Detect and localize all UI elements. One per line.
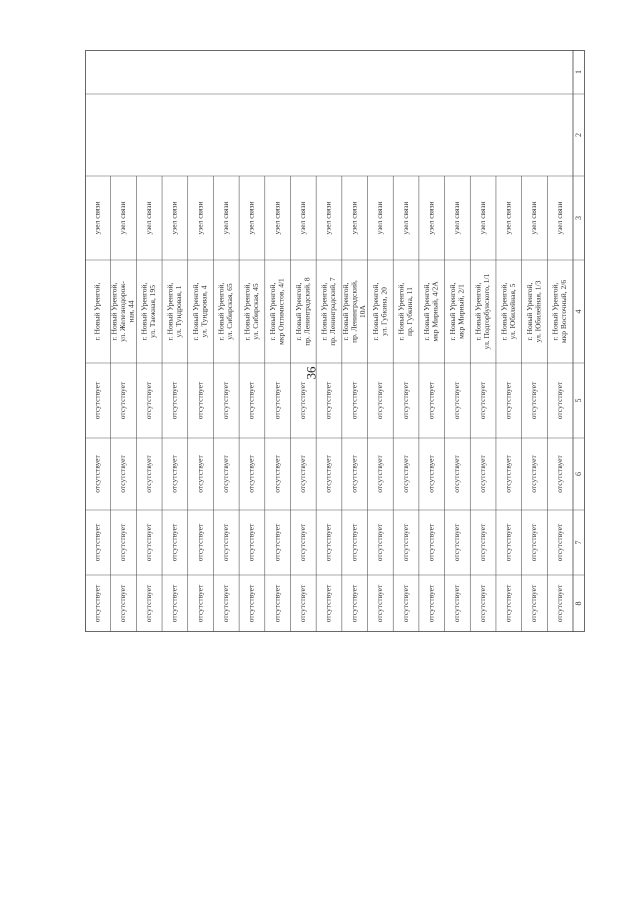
cell-address: г. Новый Уренгой, [268,282,278,341]
cell-address: г. Новый Уренгой, [422,282,432,341]
cell-type: узел связи [349,201,359,235]
cell-address: 10А [357,305,367,318]
cell-col8: отсутствует [323,584,333,623]
cell-col8: отсутствует [195,584,205,623]
cell-address: г. Новый Уренгой, [447,282,457,341]
cell-col5: отсутствует [554,381,564,420]
cell-col7: отсутствует [118,523,128,562]
cell-col6: отсутствует [246,455,256,493]
cell-address: ул. Сибирская, 65 [225,283,235,340]
cell-col5: отсутствует [169,381,179,420]
cell-type: узел связи [143,201,153,235]
cell-address: ная, 44 [126,300,136,323]
table-svg [85,50,585,632]
cell-address: ул. Подгорбунского, 1/1 [482,273,492,350]
cell-col5: отсутствует [477,381,487,420]
cell-col8: отсутствует [452,584,462,623]
cell-type: узел связи [220,201,230,235]
column-number: 7 [573,540,583,545]
cell-col5: отсутствует [323,381,333,420]
cell-type: узел связи [503,201,513,235]
cell-col5: отсутствует [452,381,462,420]
cell-address: ул. Таежная, 195 [148,285,158,338]
cell-col5: отсутствует [298,381,308,420]
cell-address: г. Новый Уренгой, [396,282,406,341]
cell-col6: отсутствует [195,455,205,493]
cell-col6: отсутствует [220,455,230,493]
cell-col8: отсутствует [503,584,513,623]
cell-col8: отсутствует [220,584,230,623]
cell-address: г. Новый Уренгой, [139,282,149,341]
cell-col8: отсутствует [143,584,153,623]
cell-type: узел связи [400,201,410,235]
cell-address: пр. Ленинградский, 8 [302,277,312,346]
cell-col5: отсутствует [272,381,282,420]
column-number: 6 [573,472,583,476]
cell-col6: отсутствует [169,455,179,493]
cell-address: г. Новый Уренгой, [216,282,226,341]
cell-col6: отсутствует [452,455,462,493]
cell-col7: отсутствует [323,523,333,562]
cell-col5: отсутствует [92,381,102,420]
cell-address: мкр Оптимистов, 4/1 [276,278,286,345]
cell-address: ул. Юбилейная, 1/3 [533,280,543,343]
cell-address: ул. Тундровая, 1 [173,285,183,338]
cell-address: г. Новый Уренгой, [191,282,201,341]
cell-col5: отсутствует [375,381,385,420]
cell-col5: отсутствует [349,381,359,420]
cell-col7: отсутствует [503,523,513,562]
cell-address: г. Новый Уренгой, [92,282,102,341]
cell-col5: отсутствует [400,381,410,420]
column-number: 3 [573,216,583,220]
cell-address: пр. Ленинградский, 7 [327,277,337,346]
cell-col7: отсутствует [375,523,385,562]
cell-address: пр. Губкина, 11 [405,286,415,337]
cell-col6: отсутствует [400,455,410,493]
cell-type: узел связи [452,201,462,235]
cell-col6: отсутствует [477,455,487,493]
cell-type: узел связи [246,201,256,235]
cell-col6: отсутствует [503,455,513,493]
cell-address: ул. Тундровая, 4 [199,285,209,338]
cell-col5: отсутствует [195,381,205,420]
cell-col7: отсутствует [143,523,153,562]
cell-col7: отсутствует [529,523,539,562]
cell-address: ул. Сибирская, 45 [250,283,260,340]
column-number: 1 [573,70,583,74]
cell-address: г. Новый Уренгой, [165,282,175,341]
cell-col7: отсутствует [195,523,205,562]
cell-type: узел связи [92,201,102,235]
cell-col7: отсутствует [400,523,410,562]
cell-address: ул. Юбилейная, 5 [507,283,517,340]
cell-type: узел связи [529,201,539,235]
cell-type: узел связи [298,201,308,235]
cell-type: узел связи [477,201,487,235]
cell-col7: отсутствует [477,523,487,562]
cell-col8: отсутствует [554,584,564,623]
cell-address: г. Новый Уренгой, [319,282,329,341]
cell-col5: отсутствует [143,381,153,420]
cell-col8: отсутствует [169,584,179,623]
cell-address: ул. Железнодорож- [118,281,128,342]
cell-col6: отсутствует [529,455,539,493]
cell-address: пр. Ленинградский, [349,280,359,343]
cell-col7: отсутствует [220,523,230,562]
cell-col7: отсутствует [169,523,179,562]
cell-col6: отсутствует [375,455,385,493]
cell-col7: отсутствует [426,523,436,562]
cell-col7: отсутствует [298,523,308,562]
cell-col6: отсутствует [349,455,359,493]
cell-type: узел связи [195,201,205,235]
cell-address: мкр Мирный, 2/1 [456,284,466,339]
cell-col8: отсутствует [400,584,410,623]
cell-address: г. Новый Уренгой, [473,282,483,341]
cell-address: мкр Мирный, 4/2А [430,281,440,342]
cell-col6: отсутствует [118,455,128,493]
cell-col6: отсутствует [298,455,308,493]
column-number: 2 [573,133,583,137]
cell-col8: отсутствует [298,584,308,623]
cell-col5: отсутствует [529,381,539,420]
column-number: 8 [573,601,583,606]
cell-address: г. Новый Уренгой, [370,282,380,341]
cell-col6: отсутствует [426,455,436,493]
cell-type: узел связи [169,201,179,235]
cell-col5: отсутствует [118,381,128,420]
cell-col7: отсутствует [554,523,564,562]
column-number: 5 [573,398,583,403]
cell-type: узел связи [118,201,128,235]
cell-col8: отсутствует [349,584,359,623]
cell-col6: отсутствует [143,455,153,493]
cell-col8: отсутствует [92,584,102,623]
cell-col7: отсутствует [349,523,359,562]
cell-col6: отсутствует [323,455,333,493]
cell-address: г. Новый Уренгой, [242,282,252,341]
cell-type: узел связи [323,201,333,235]
cell-address: ул. Губкина, 20 [379,287,389,336]
cell-address: г. Новый Уренгой, [340,282,350,341]
cell-col8: отсутствует [118,584,128,623]
cell-type: узел связи [426,201,436,235]
cell-col6: отсутствует [272,455,282,493]
cell-address: г. Новый Уренгой, [499,282,509,341]
cell-col5: отсутствует [246,381,256,420]
cell-address: г. Новый Уренгой, [550,282,560,341]
cell-col8: отсутствует [477,584,487,623]
cell-address: г. Новый Уренгой, [293,282,303,341]
cell-col8: отсутствует [272,584,282,623]
cell-address: г. Новый Уренгой, [109,282,119,341]
cell-col8: отсутствует [529,584,539,623]
cell-col5: отсутствует [426,381,436,420]
page-number: 36 [303,366,319,380]
cell-address: г. Новый Уренгой, [524,282,534,341]
cell-col6: отсутствует [554,455,564,493]
cell-col5: отсутствует [503,381,513,420]
column-number: 4 [573,309,583,314]
cell-col8: отсутствует [246,584,256,623]
cell-address: мкр Восточный, 2/6 [559,279,569,344]
cell-col7: отсутствует [92,523,102,562]
cell-col6: отсутствует [92,455,102,493]
cell-type: узел связи [272,201,282,235]
cell-col7: отсутствует [272,523,282,562]
cell-col7: отсутствует [246,523,256,562]
cell-col8: отсутствует [375,584,385,623]
cell-type: узел связи [554,201,564,235]
cell-col5: отсутствует [220,381,230,420]
cell-col8: отсутствует [426,584,436,623]
cell-col7: отсутствует [452,523,462,562]
rotated-table-sheet [85,50,585,632]
cell-type: узел связи [375,201,385,235]
